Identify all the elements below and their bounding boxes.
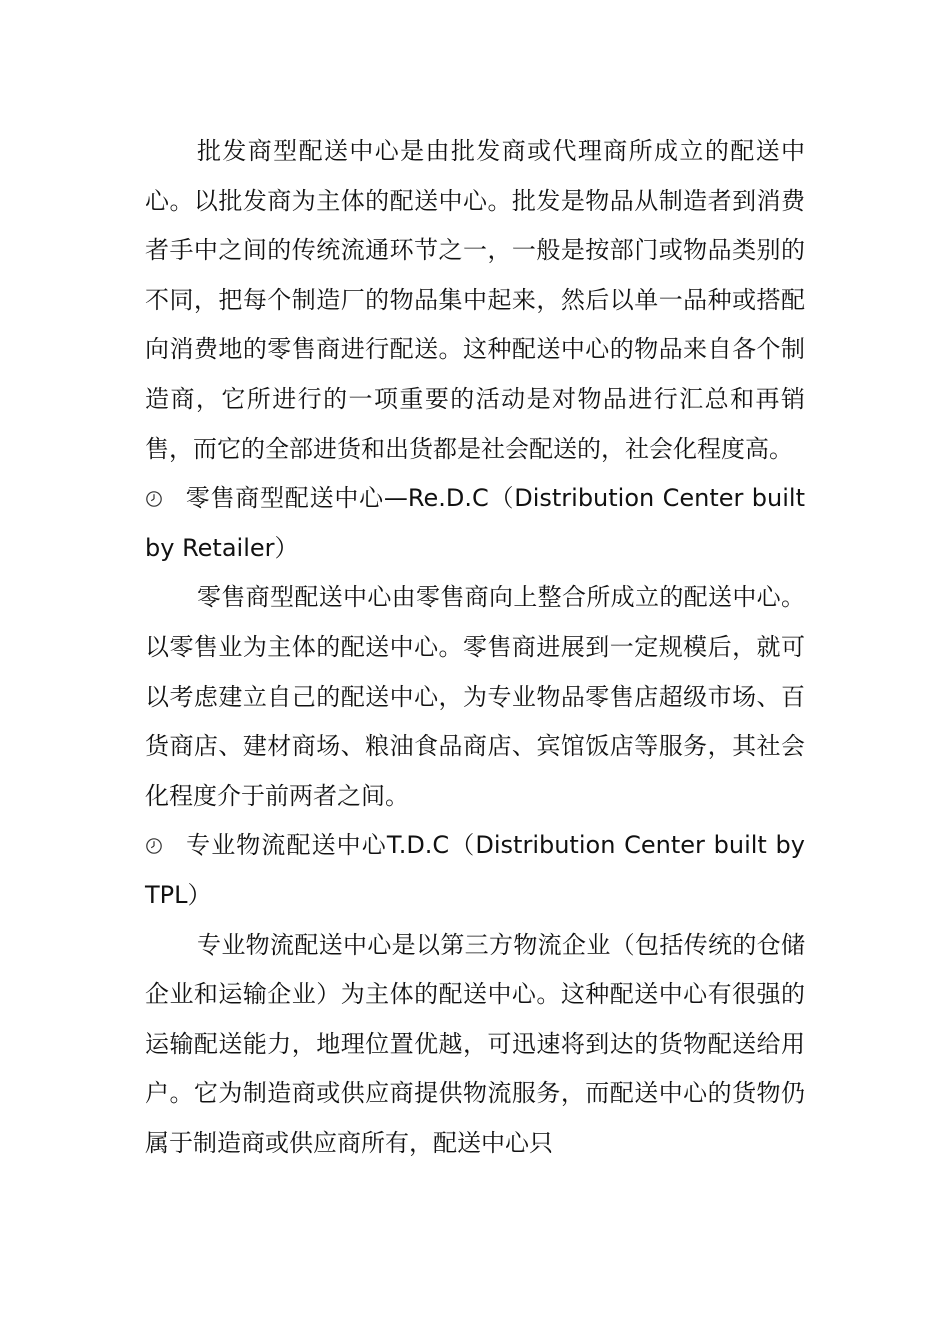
bullet-retailer-dc-text: 零售商型配送中心—Re.D.C（Distribution Center built by Retailer） [145, 484, 805, 562]
clock-icon [145, 490, 163, 508]
paragraph-retailer-dc: 零售商型配送中心由零售商向上整合所成立的配送中心。以零售业为主体的配送中心。零售商进展到一定规模后，就可以考虑建立自己的配送中心，为专业物品零售店超级市场、百货商店、建材商场、粮油食品商店、宾馆饭店等服务，其社会化程度介于前两者之间。 [145, 583, 805, 810]
document-page [145, 127, 805, 1168]
paragraph-tpl-dc: 专业物流配送中心是以第三方物流企业（包括传统的仓储企业和运输企业）为主体的配送中心。这种配送中心有很强的运输配送能力，地理位置优越，可迅速将到达的货物配送给用户。它为制造商或供应商提供物流服务，而配送中心的货物仍属于制造商或供应商所有，配送中心只 [145, 930, 805, 1157]
bullet-tpl-dc [145, 821, 805, 920]
clock-icon [145, 837, 163, 855]
bullet-tpl-dc-text: 专业物流配送中心T.D.C（Distribution Center built by TPL） [145, 831, 805, 909]
bullet-retailer-dc [145, 474, 805, 573]
paragraph-wholesaler-dc: 批发商型配送中心是由批发商或代理商所成立的配送中心。以批发商为主体的配送中心。批发是物品从制造者到消费者手中之间的传统流通环节之一，一般是按部门或物品类别的不同，把每个制造厂的物品集中起来，然后以单一品种或搭配向消费地的零售商进行配送。这种配送中心的物品来自各个制造商，它所进行的一项重要的活动是对物品进行汇总和再销售，而它的全部进货和出货都是社会配送的，社会化程度高。 [145, 137, 805, 463]
